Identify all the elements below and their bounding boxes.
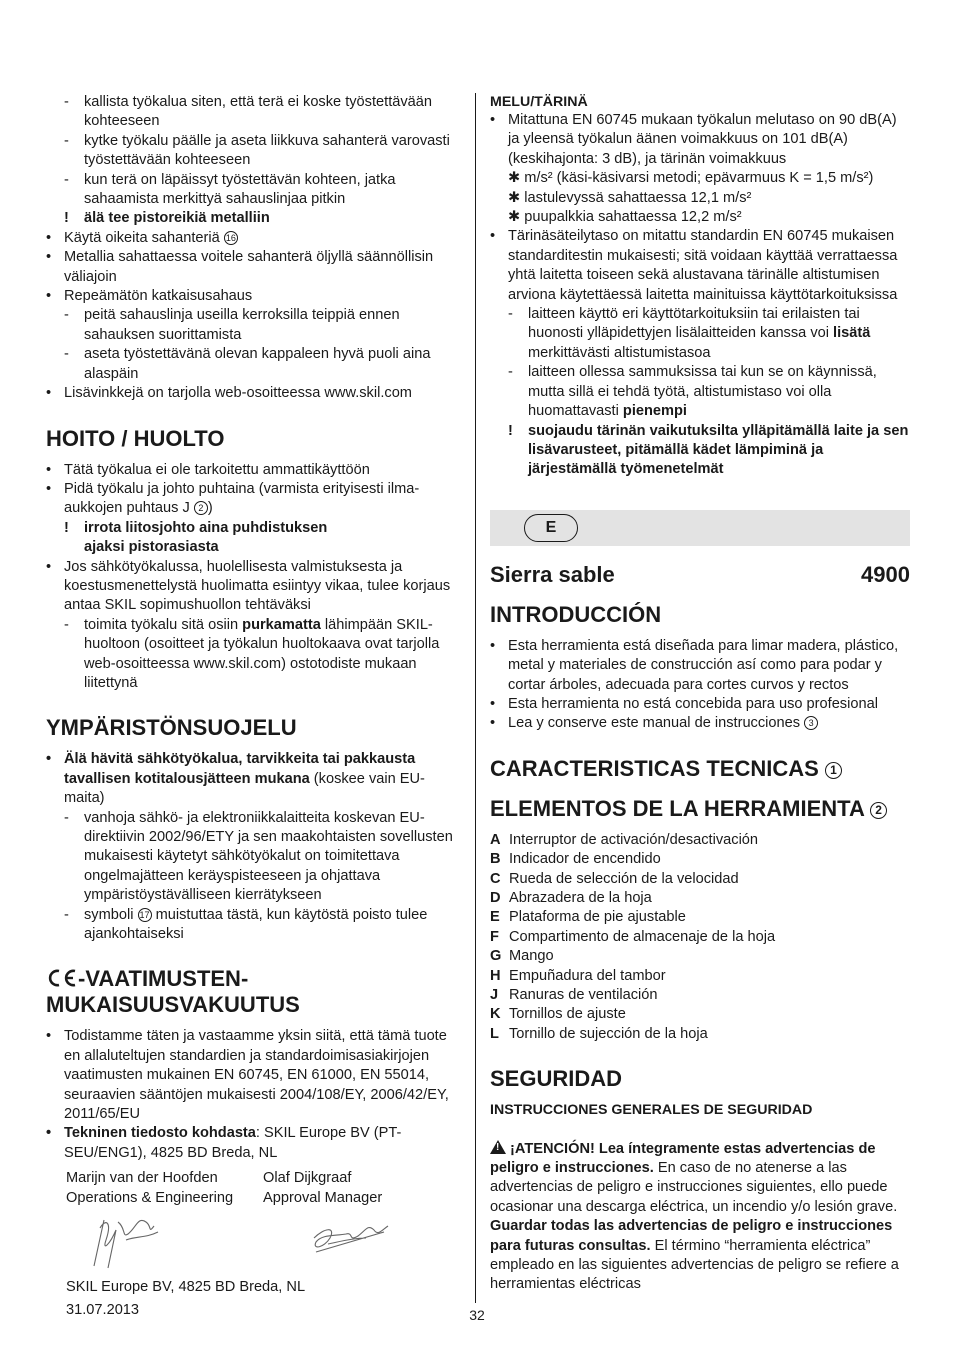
signatory-1: Marijn van der Hoofden Operations & Engineering [66,1170,234,1206]
declaration-date: 31.07.2013 [66,1301,140,1318]
warning-item: ! suojaudu tärinän vaikutuksilta ylläpitämällä laite ja sen lisävarusteet, pitämällä kädet lämpiminä ja järjestämällä työmenetelmät [508,422,909,478]
handwritten-signature-images [66,1208,446,1278]
list-item: • Tätä työkalua ei ole tarkoitettu ammattikäyttöön [46,461,370,478]
warning-item: ! älä tee pistoreikiä metalliin [64,210,270,227]
reference-number: 17 [139,909,150,920]
list-item: ✱ m/s² (käsi-käsivarsi metodi; epävarmuus K = 1,5 m/s²) [508,170,874,187]
list-subitem: - aseta työstettävänä olevan kappaleen hyvä puoli aina alaspäin [64,346,431,382]
asterisk-icon: ✱ [508,170,521,187]
reference-number: 1 [825,762,842,779]
section-heading-hoito: HOITO / HUOLTO [46,425,225,451]
product-name: Sierra sable [490,561,615,587]
language-bar [490,510,910,546]
left-column [46,93,460,1320]
ce-mark-icon [46,966,78,992]
list-item: • Esta herramienta no está concebida para uso profesional [490,695,878,712]
list-item: ✱ puupalkkia sahattaessa 12,2 m/s² [508,209,742,226]
list-subitem: - laitteen käyttö eri käyttötarkoituksiin tai erilaisten tai huonosti ylläpidettyjen lisälaitteiden kanssa voi lisätä merkittävästi altistumistasoa [508,306,871,361]
reference-number: 2 [870,802,887,819]
asterisk-icon: ✱ [508,189,521,206]
page-number: 32 [469,1307,485,1323]
element-item: B Indicador de encendido [490,851,661,868]
warning-item: ! irrota liitosjohto aina puhdistuksen ajaksi pistorasiasta [64,519,328,556]
list-item: • Käytä oikeita sahanteriä 16 [46,229,236,246]
list-item: • Tekninen tiedosto kohdasta: SKIL Europe BV (PT-SEU/ENG1), 4825 BD Breda, NL [46,1125,402,1161]
safety-paragraph: ! ¡ATENCIÓN! Lea íntegramente estas advertencias de peligro e instrucciones. En caso de no atenerse a las advertencias de peligro e instrucciones siguientes, ello puede ocasionar una descarga eléctrica, un incendio y/o lesión grave. Guardar todas las advertencias de peligro e instrucciones para futuras consultas. El término “herramienta eléctrica” empleado en las siguientes advertencias de peligro se refiere a herramientas eléctricas [490,1140,899,1293]
signatories [66,1169,460,1208]
warning-triangle-icon: ! [490,1140,506,1154]
list-item: • Lisävinkkejä on tarjolla web-osoitteessa www.skil.com [46,385,412,402]
section-heading-elementos: ELEMENTOS DE LA HERRAMIENTA 2 [490,796,910,822]
element-item: G Mango [490,948,554,965]
signatory-2: Olaf Dijkgraaf Approval Manager [263,1170,383,1206]
element-item: F Compartimento de almacenaje de la hoja [490,928,776,945]
list-item: • Pidä työkalu ja johto puhtaina (varmista erityisesti ilma-aukkojen puhtaus J 2 ) [46,480,420,517]
column-divider [475,93,476,1303]
language-badge: E [524,514,578,542]
reference-number: 16 [225,232,236,243]
company-address: SKIL Europe BV, 4825 BD Breda, NL [66,1279,306,1296]
product-model: 4900 [861,561,910,587]
elements-list [490,831,910,1044]
list-subitem: - kun terä on läpäissyt työstettävän kohteen, jatka sahaamista merkittyä sahauslinjaa pitkin [64,171,396,208]
list-item: • Tärinäsäteilytaso on mitattu standardin EN 60745 mukaisen standarditestin mukaisesti; sitä voidaan käyttää verrattaessa yhtä laitetta toiseen sekä alustavana tärinälle altistumisen arviona käytettäessä laitetta mainituissa käyttötarkoituksissa [490,228,898,303]
element-item: D Abrazadera de la hoja [490,889,652,906]
section-heading-ce: -VAATIMUSTEN- MUKAISUUSVAKUUTUS [46,966,300,1018]
element-item: L Tornillo de sujección de la hoja [490,1025,708,1042]
list-item: • Mitattuna EN 60745 mukaan työkalun melutaso on 90 dB(A) ja yleensä työkalun äänen voimakkuus on 101 dB(A) (keskihajonta: 3 dB), ja tärinän voimakkuus [490,112,897,167]
section-heading-melu: MELU/TÄRINÄ [490,94,588,110]
element-item: K Tornillos de ajuste [490,1006,626,1023]
list-item: • Älä hävitä sähkötyökalua, tarvikkeita tai pakkausta tavallisen kotitalousjätteen mukana (koskee vain EU-maita) [46,751,425,807]
subsection-heading: INSTRUCCIONES GENERALES DE SEGURIDAD [490,1102,813,1119]
list-subitem: - peitä sahauslinja useilla kerroksilla teippiä ennen sahauksen suorittamista [64,307,400,343]
asterisk-icon: ✱ [508,209,521,226]
list-subitem: - vanhoja sähkö- ja elektroniikkalaitteita koskevan EU-direktiivin 2002/96/ETY ja sen maakohtaisten sovellusten mukaisesti käytetyt sähkötyökalut on toimitettava ongelmajätteen keräyspisteeseen ja ohjattava ympäristöystävälliseen kierrätykseen [64,809,453,904]
section-heading-ymparisto: YMPÄRISTÖNSUOJELU [46,715,297,741]
list-subitem: - kytke työkalu päälle ja aseta liikkuva sahanterä varovasti työstettävään kohteeseen [64,132,450,169]
reference-number: 2 [194,501,208,515]
element-item: A Interruptor de activación/desactivación [490,831,759,848]
list-item: ✱ lastulevyssä sahattaessa 12,1 m/s² [508,189,752,206]
introduccion-list [490,637,910,715]
signatures [66,1208,460,1278]
element-item: E Plataforma de pie ajustable [490,909,686,926]
list-item: • Esta herramienta está diseñada para limar madera, plástico, metal y materiales de construcción así como para podar y cortar árboles, adecuada para cortes curvos y rectos [490,637,899,693]
element-item: H Empuñadura del tambor [490,967,666,984]
reference-number: 3 [804,716,818,730]
list-subitem: - symboli 17 muistuttaa tästä, kun käytöstä poisto tulee ajankohtaiseksi [64,906,428,943]
list-subitem: - laitteen ollessa sammuksissa tai kun se on käynnissä, mutta sillä ei tehdä työtä, altistumistaso voi olla huomattavasti pienempi [508,364,877,420]
right-column [490,93,910,1295]
list-subitem: - toimita työkalu sitä osiin purkamatta lähimpään SKIL-huoltoon (osoitteet ja työkalun huoltokaava ovat tarjolla web-osoitteessa www.skil.com) ostotodiste mukaan liitettynä [64,616,440,691]
list-subitem: - kallista työkalua siten, että terä ei koske työstettävään kohteeseen [64,94,433,130]
list-item: • Metallia sahattaessa voitele sahanterä öljyllä säännöllisin väliajoin [46,249,434,285]
list-item: • Lea y conserve este manual de instrucciones 3 [490,714,910,733]
section-heading-caracteristicas: CARACTERISTICAS TECNICAS 1 [490,756,910,782]
product-title [490,562,910,588]
list-item: • Repeämätön katkaisusahaus [46,288,253,305]
list-item: • Jos sähkötyökalussa, huolellisesta valmistuksesta ja koestusmenettelystä huolimatta esiintyy vikaa, tulee korjaus antaa SKIL sopimushuollon tehtäväksi [46,558,451,614]
sawing-instructions-list [46,93,460,229]
list-item: • Todistamme täten ja vastaamme yksin siitä, että tämä tuote en allaluteltujen standardien ja standardoimisasiakirjojen vaatimusten mukainen EN 60745, EN 61000, EN 55014, seuraavien sääntöjen mukaisesti 2004/108/EY, 2006/42/EY, 2011/65/EU [46,1028,449,1123]
section-heading-seguridad: SEGURIDAD [490,1066,623,1092]
sawing-instructions-list-2 [46,248,460,403]
element-item: C Rueda de selección de la velocidad [490,870,739,887]
element-item: J Ranuras de ventilación [490,987,658,1003]
section-heading-introduccion: INTRODUCCIÓN [490,601,662,627]
